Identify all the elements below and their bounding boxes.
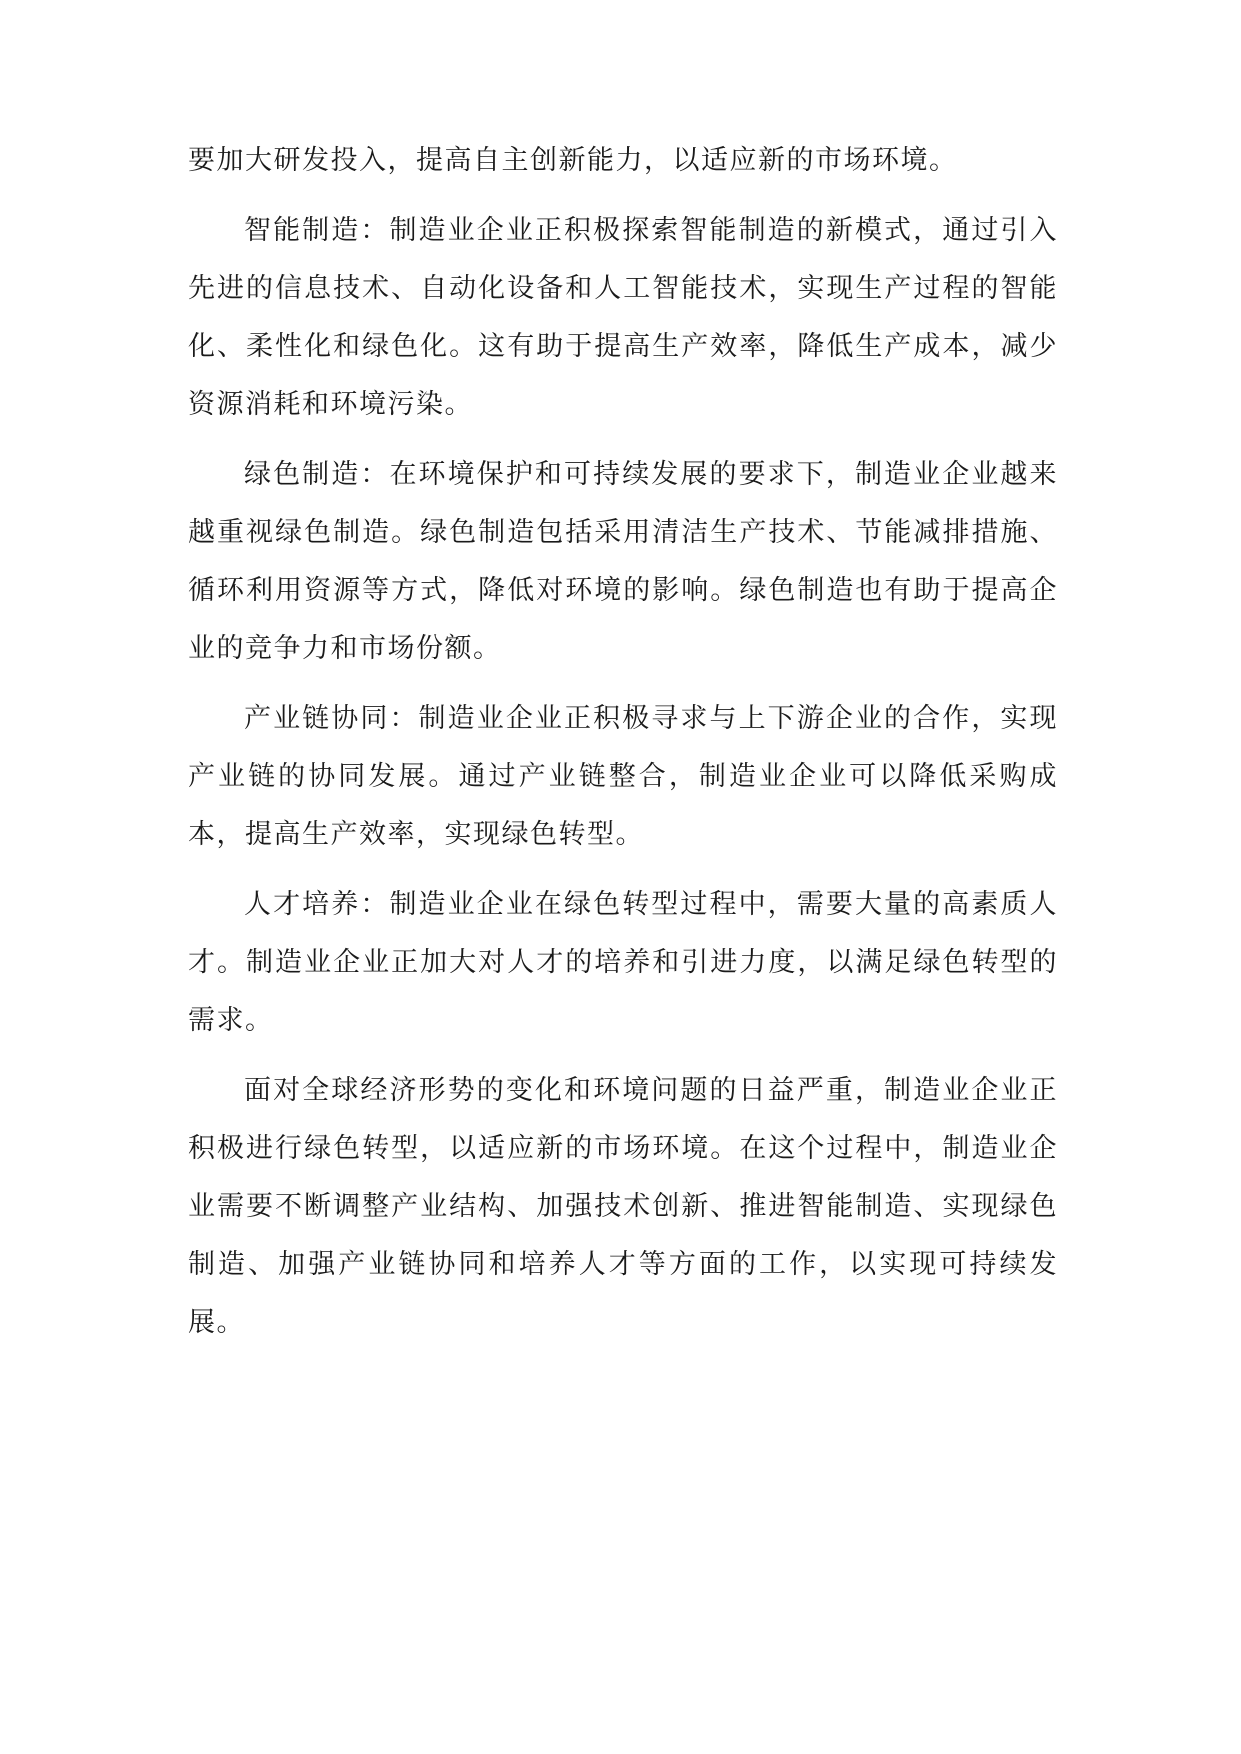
document-body [188,132,1058,1364]
paragraph-conclusion: 面对全球经济形势的变化和环境问题的日益严重，制造业企业正积极进行绿色转型，以适应新的市场环境。在这个过程中，制造业企业需要不断调整产业结构、加强技术创新、推进智能制造、实现绿色制造、加强产业链协同和培养人才等方面的工作，以实现可持续发展。 [188,1075,1058,1338]
paragraph-continuation: 要加大研发投入，提高自主创新能力，以适应新的市场环境。 [188,145,958,176]
paragraph-industry-chain-synergy: 产业链协同：制造业企业正积极寻求与上下游企业的合作，实现产业链的协同发展。通过产业链整合，制造业企业可以降低采购成本，提高生产效率，实现绿色转型。 [188,703,1058,850]
paragraph-talent-cultivation: 人才培养：制造业企业在绿色转型过程中，需要大量的高素质人才。制造业企业正加大对人才的培养和引进力度，以满足绿色转型的需求。 [188,889,1058,1036]
paragraph-green-manufacturing: 绿色制造：在环境保护和可持续发展的要求下，制造业企业越来越重视绿色制造。绿色制造包括采用清洁生产技术、节能减排措施、循环利用资源等方式，降低对环境的影响。绿色制造也有助于提高企业的竞争力和市场份额。 [188,459,1058,664]
paragraph-smart-manufacturing: 智能制造：制造业企业正积极探索智能制造的新模式，通过引入先进的信息技术、自动化设备和人工智能技术，实现生产过程的智能化、柔性化和绿色化。这有助于提高生产效率，降低生产成本，减少资源消耗和环境污染。 [188,215,1058,420]
